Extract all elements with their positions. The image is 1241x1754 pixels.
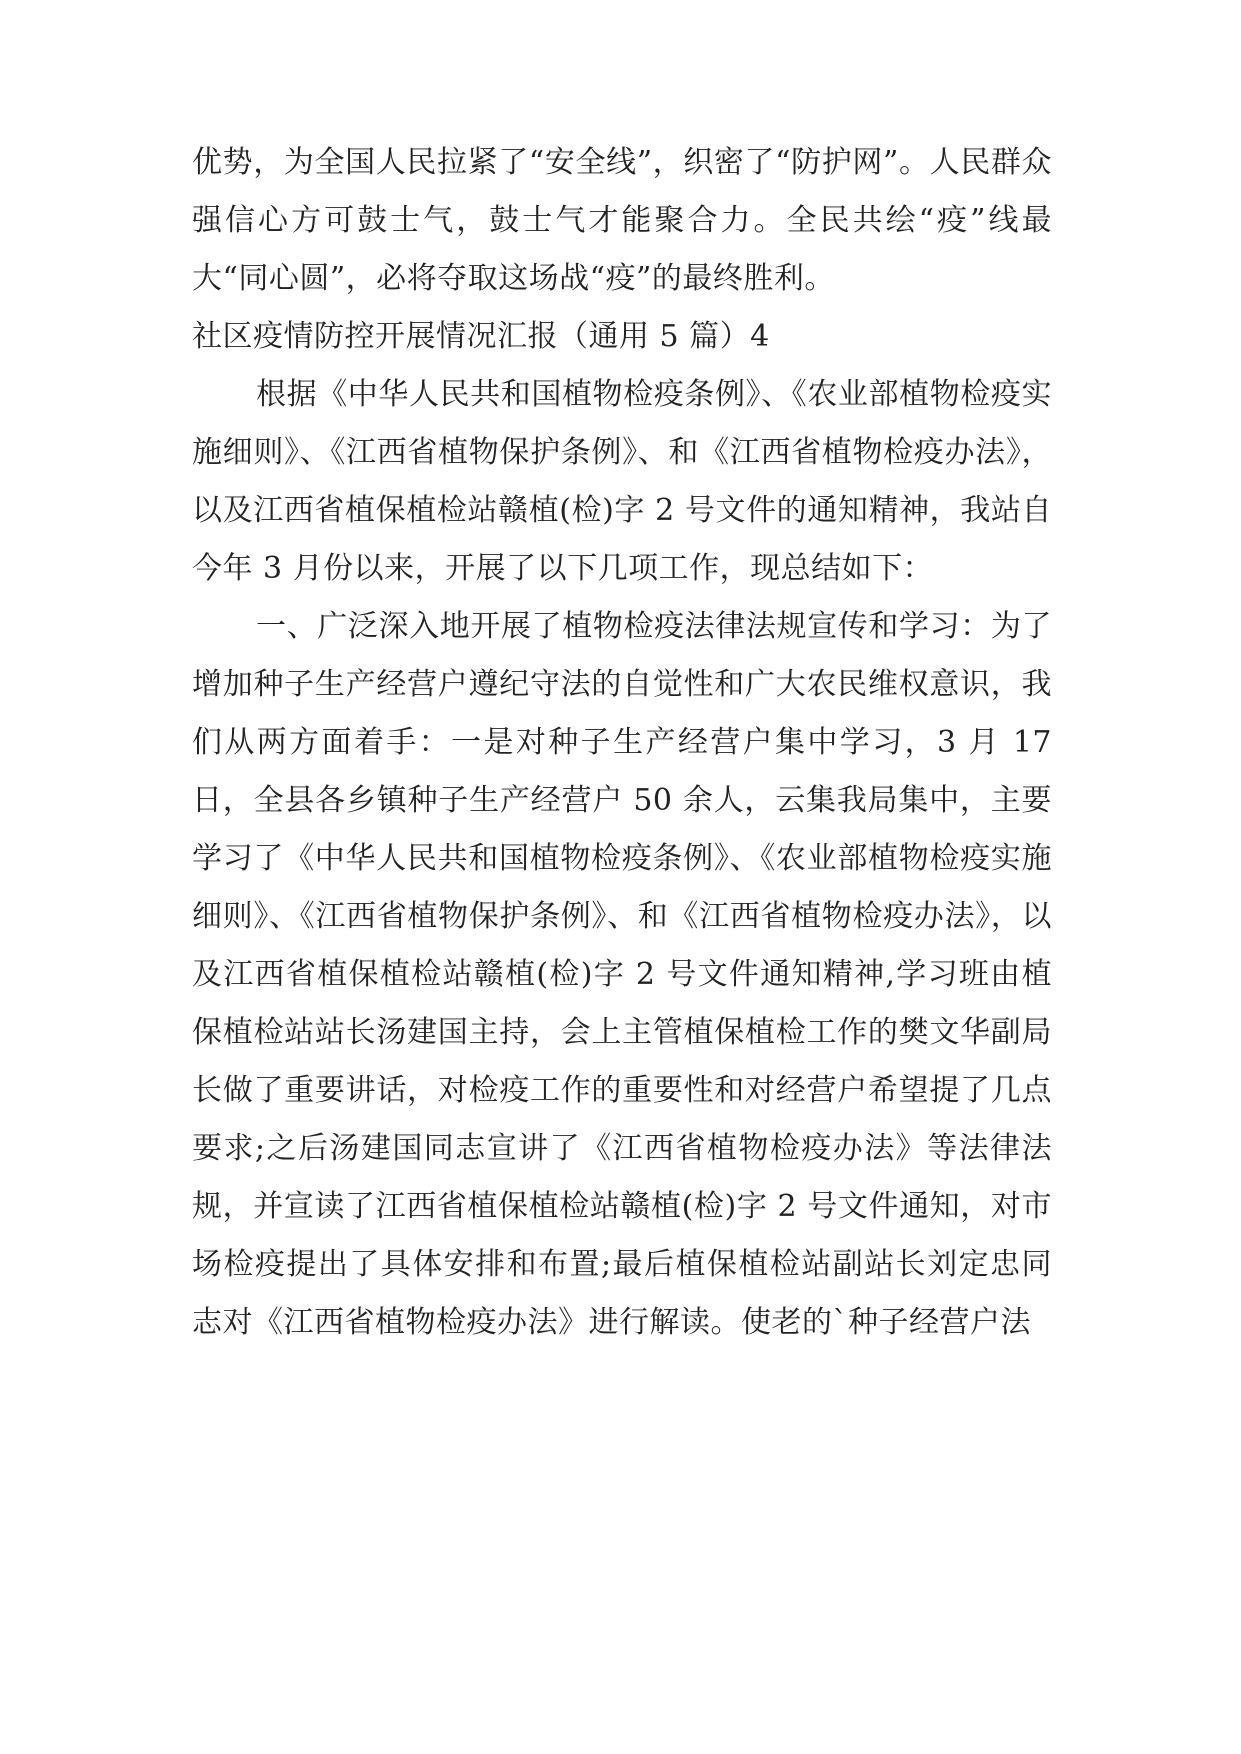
document-body <box>192 134 1052 1352</box>
section-heading: 社区疫情防控开展情况汇报（通用 5 篇）4 <box>192 319 770 354</box>
paragraph-continued: 优势，为全国人民拉紧了“安全线”，织密了“防护网”。人民群众强信心方可鼓士气，鼓士气才能聚合力。全民共绘“疫”线最大“同心圆”，必将夺取这场战“疫”的最终胜利。 <box>192 145 1052 296</box>
paragraph-intro: 根据《中华人民共和国植物检疫条例》、《农业部植物检疫实施细则》、《江西省植物保护条例》、和《江西省植物检疫办法》，以及江西省植保植检站赣植(检)字 2 号文件的通知精神，我站自今年 3 月份以来，开展了以下几项工作，现总结如下： <box>192 377 1052 586</box>
paragraph-item-one: 一、广泛深入地开展了植物检疫法律法规宣传和学习：为了增加种子生产经营户遵纪守法的自觉性和广大农民维权意识，我们从两方面着手：一是对种子生产经营户集中学习，3 月 17 日，全县各乡镇种子生产经营户 50 余人，云集我局集中，主要学习了《中华人民共和国植物检疫条例》、《农业部植物检疫实施细则》、《江西省植物保护条例》、和《江西省植物检疫办法》，以及江西省植保植检站赣植(检)字 2 号文件通知精神,学习班由植保植检站站长汤建国主持，会上主管植保植检工作的樊文华副局长做了重要讲话，对检疫工作的重要性和对经营户希望提了几点要求;之后汤建国同志宣讲了《江西省植物检疫办法》等法律法规，并宣读了江西省植保植检站赣植(检)字 2 号文件通知，对市场检疫提出了具体安排和布置;最后植保植检站副站长刘定忠同志对《江西省植物检疫办法》进行解读。使老的`种子经营户法 <box>192 609 1052 1340</box>
